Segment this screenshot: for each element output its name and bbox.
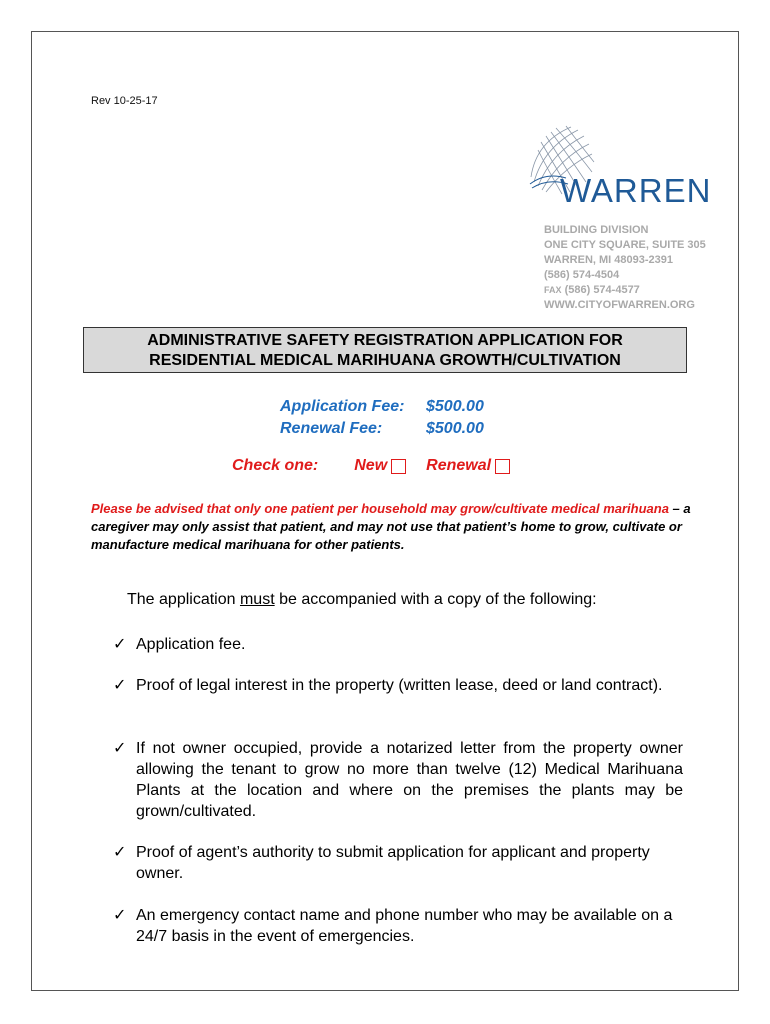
renewal-fee-row [280, 418, 484, 440]
division-name: BUILDING DIVISION [544, 224, 649, 236]
application-fee-row [280, 396, 484, 418]
application-fee-value: $500.00 [426, 398, 484, 415]
checkmark-icon: ✓ [113, 907, 127, 924]
new-label: New [354, 457, 388, 474]
requirement-item [113, 675, 683, 696]
checkmark-icon: ✓ [113, 636, 127, 653]
requirement-text: An emergency contact name and phone number who may be available on a 24/7 basis in the event of emergencies. [136, 907, 673, 945]
fax-line [544, 283, 706, 298]
division-address [544, 223, 706, 313]
title-line-2: RESIDENTIAL MEDICAL MARIHUANA GROWTH/CULTIVATION [149, 352, 621, 369]
checkmark-icon: ✓ [113, 740, 127, 757]
fees-block [280, 396, 484, 440]
application-title [83, 327, 687, 373]
address-line-1: ONE CITY SQUARE, SUITE 305 [544, 239, 706, 251]
requirement-item [113, 634, 683, 655]
phone-number: (586) 574-4504 [544, 269, 620, 281]
requirements-intro [127, 591, 597, 609]
warren-logo-text: WARREN [560, 172, 712, 209]
fax-label: FAX [544, 285, 562, 295]
advisory-red-text: Please be advised that only one patient per household may grow/cultivate medical marihuana [91, 501, 669, 516]
renewal-fee-value: $500.00 [426, 420, 484, 437]
intro-before: The application [127, 591, 240, 608]
renewal-fee-label: Renewal Fee: [280, 420, 383, 437]
intro-must: must [239, 591, 275, 608]
title-line-1: ADMINISTRATIVE SAFETY REGISTRATION APPLICATION FOR [147, 332, 623, 349]
renewal-label: Renewal [426, 457, 492, 474]
warren-logo [526, 122, 726, 214]
fax-number: (586) 574-4577 [564, 284, 640, 296]
intro-after: be accompanied with a copy of the following: [274, 591, 597, 608]
requirement-text: Application fee. [136, 636, 246, 653]
application-fee-label: Application Fee: [280, 398, 405, 415]
requirement-item [113, 905, 683, 947]
check-one-label: Check one: [232, 457, 319, 474]
requirement-text: Proof of legal interest in the property (written lease, deed or land contract). [136, 677, 663, 694]
revision-date: Rev 10-25-17 [91, 95, 158, 107]
renewal-checkbox[interactable] [495, 459, 510, 474]
check-one-row [232, 457, 510, 475]
address-line-2: WARREN, MI 48093-2391 [544, 254, 673, 266]
requirement-text: If not owner occupied, provide a notarized letter from the property owner allowing the tenant to grow no more than twelve (12) Medical Marihuana Plants at the location and where on the premises the plants may be grown/cultivated. [136, 740, 683, 820]
checkmark-icon: ✓ [113, 677, 127, 694]
checkmark-icon: ✓ [113, 844, 127, 861]
website: WWW.CITYOFWARREN.ORG [544, 299, 695, 311]
advisory-black-text: – a caregiver may only assist that patient, and may not use that patient’s home to grow, cultivate or manufacture medical marihuana for other patients. [91, 501, 691, 552]
requirement-text: Proof of agent’s authority to submit application for applicant and property owner. [136, 844, 650, 882]
requirement-item [113, 842, 683, 884]
advisory-notice [91, 500, 691, 554]
requirement-item [113, 738, 683, 822]
new-checkbox[interactable] [391, 459, 406, 474]
